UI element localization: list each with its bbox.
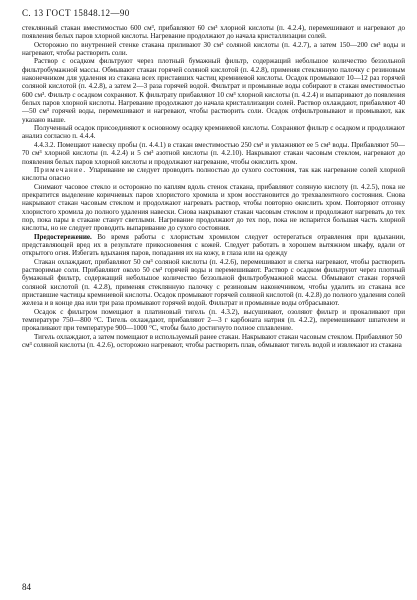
page-header <box>22 8 405 19</box>
paragraph-7: Снимают часовое стекло и осторожно по каплям вдоль стенок стакана, прибавляют соляную кислоту (п. 4.2.5), пока не прекратится выделение коричневых паров хлористого хромила и хром восстановится до трехвалентного состояния. Снова накрывают стакан часовым стеклом и продолжают нагревать раствор, чтобы повторно окислить хром. Повторяют отгонку хлористого хромила до полного удаления навески. Снова накрывают стакан часовым стеклом и продолжают нагревать до тех пор, пока пары в стакане станут светлыми. Нагревание продолжают до тех пор, пока не испарится большая часть хлорной кислоты, но не следует проводить выпаривание до сухого состояния. <box>22 182 405 233</box>
note-label: Примечание. <box>34 165 87 174</box>
warning-text: Во время работы с хлористым хромилом следует остерегаться отравления при вдыхании, представляющей вред их в результате прикосновения с кожей. Следует работать в хорошем вытяжном шкафу, вдали от открытого огня. Избегать вдыхания паров, попадания их на кожу, в глаза или на одежду <box>22 232 405 258</box>
paragraph-9: Стакан охлаждают, прибавляют 50 см³ соляной кислоты (п. 4.2.6), перемешивают и слегка нагревают, чтобы растворить растворимые соли. Прибавляют около 50 см³ горячей воды и перемешивают. Раствор с осадком фильтруют через плотный бумажный фильтр, содержащий небольшое количество беззольной фильтробумажной массы. Обмывают стакан горячей соляной кислотой (п. 4.2.8), применяя стеклянную палочку с резиновым наконечником, чтобы удалить из стакана все приставшие частицы кремниевой кислоты. Осадок промывают горячей соляной кислотой (п. 4.2.8) до полного удаления солей железа и в конце два или три раза промывают горячей водой. Фильтрат и промывные воды отбрасывают. <box>22 257 405 308</box>
header-text: С. 13 ГОСТ 15848.12—90 <box>22 8 130 18</box>
warning-label: Предостережение. <box>34 232 92 241</box>
document-body <box>22 24 405 349</box>
note-text: Упаривание не следует проводить полностью до сухого состояния, так как нагревание солей хлорной кислоты опасно <box>22 165 405 183</box>
paragraph-3: Раствор с осадком фильтруют через плотный бумажный фильтр, содержащий небольшое количество беззольной фильтробумажной массы. Обмывают стакан горячей соляной кислотой (п. 4.2.8), применяя стеклянную палочку с резиновым наконечником для удаления из стакана всех приставших частиц кремниевой кислоты. Осадок промывают 10—12 раз горячей соляной кислотой (п. 4.2.8), а затем 2—3 раза горячей водой. Фильтрат и промывные воды собирают в стакан вместимостью 600 см³. Фильтр с осадком сохраняют. К фильтрату прибавляют 10 см³ хлорной кислоты (п. 4.2.4) и выпаривают до появления белых паров хлорной кислоты. Нагревание продолжают до начала кристаллизации солей. Раствор охлаждают, прибавляют 40—50 см³ горячей воды, перемешивают и нагревают, чтобы растворить соли. Осадок отфильтровывают и промывают, как указано выше. <box>22 57 405 124</box>
page-number: 84 <box>22 582 31 592</box>
paragraph-1: стеклянный стакан вместимостью 600 см³, прибавляют 60 см³ хлорной кислоты (п. 4.2.4), перемешивают и нагревают до появления белых паров хлорной кислоты. Нагревание продолжают до начала кристаллизации солей. <box>22 24 405 41</box>
paragraph-10: Осадок с фильтром помещают в платиновый тигель (п. 4.3.2), высушивают, озоляют фильтр и прокаливают при температуре 750—800 °С. Тигель охлаждают, прибавляют 2—3 г карбоната натрия (п. 4.2.2), перемешивают шпателем и прокаливают при температуре 900—1000 °С, чтобы было достигнуто полное сплавление. <box>22 307 405 333</box>
paragraph-5: 4.4.3.2. Помещают навеску пробы (п. 4.4.1) в стакан вместимостью 250 см³ и увлажняют ее 5 см³ воды. Прибавляют 50—70 см³ хлорной кислоты (п. 4.2.4) и 5 см³ азотной кислоты (п. 4.2.10). Накрывают стакан часовым стеклом, нагревают до появления белых паров хлорной кислоты и продолжают нагревание, чтобы окислить хром. <box>22 140 405 166</box>
paragraph-2: Осторожно по внутренней стенке стакана приливают 30 см³ соляной кислоты (п. 4.2.7), а затем 150—200 см³ воды и нагревают, чтобы растворить соли. <box>22 40 405 58</box>
paragraph-4: Полученный осадок присоединяют к основному осадку кремниевой кислоты. Сохраняют фильтр с осадком и продолжают анализ согласно п. 4.4.4. <box>22 124 405 141</box>
warning-paragraph <box>22 233 405 258</box>
note-paragraph <box>22 166 405 183</box>
paragraph-11: Тигель охлаждают, а затем помещают в используемый ранее стакан. Накрывают стакан часовым стеклом. Прибавляют 50 см³ соляной кислоты (п. 4.2.6), осторожно нагревают, чтобы растворить плав, обмывают тигель водой и извлекают из стакана <box>22 332 402 350</box>
